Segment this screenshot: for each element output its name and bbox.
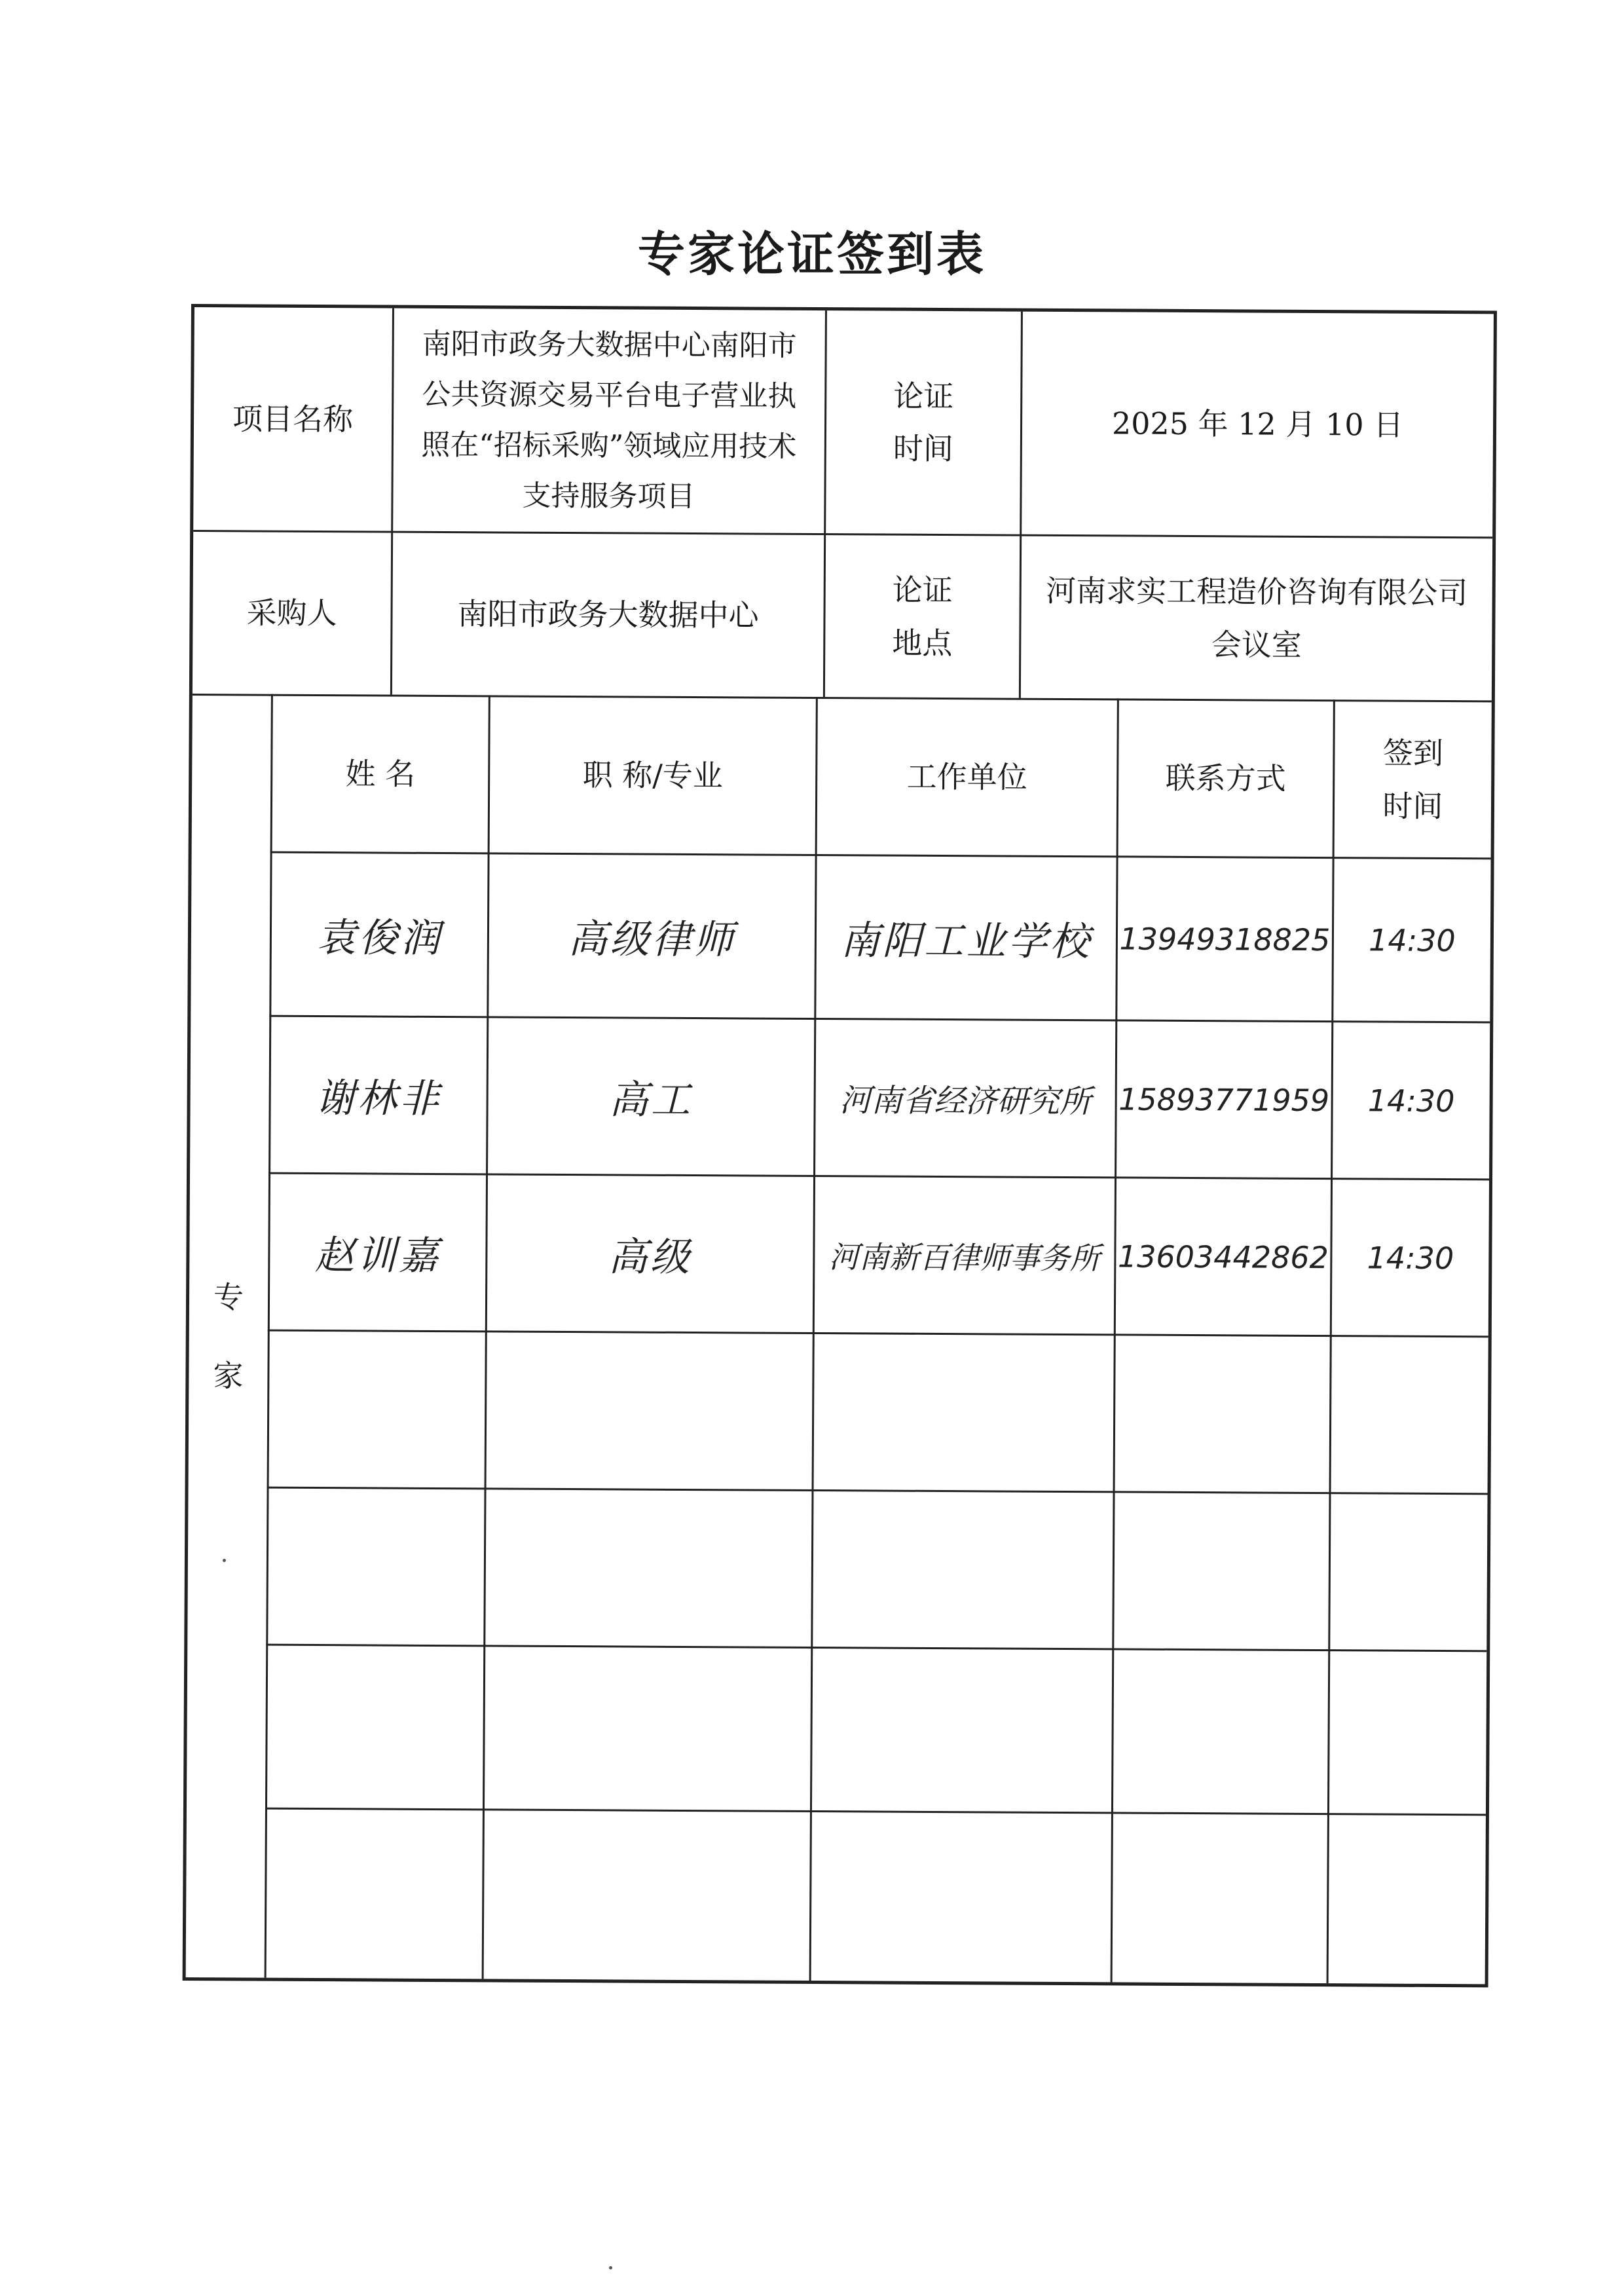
expert-sign-time: 14:30 [1367, 1239, 1454, 1276]
expert-title: 高工 [608, 1076, 693, 1123]
scan-speck [223, 1559, 226, 1562]
project-name-value: 南阳市政务大数据中心南阳市公共资源交易平台电子营业执照在“招标采购”领域应用技术支持服务项目 [421, 327, 797, 514]
expert-title: 高级律师 [568, 916, 736, 963]
expert-title: 高级 [608, 1233, 693, 1280]
expert-unit: 河南新百律师事务所 [828, 1239, 1101, 1276]
expert-sign-time: 14:30 [1369, 922, 1456, 958]
header-sign-time: 签到时间 [1382, 735, 1444, 824]
place-label: 论证地点 [892, 572, 953, 661]
header-title: 职 称/专业 [582, 757, 723, 794]
purchaser-value: 南阳市政务大数据中心 [457, 596, 759, 633]
expert-contact: 15893771959 [1118, 1081, 1330, 1118]
scan-speck [609, 2266, 612, 2269]
sign-in-table [183, 304, 1497, 1987]
expert-contact: 13949318825 [1119, 920, 1331, 958]
header-contact: 联系方式 [1165, 760, 1286, 797]
expert-unit: 河南省经济研究所 [839, 1082, 1092, 1121]
expert-contact: 13603442862 [1117, 1238, 1329, 1275]
expert-signature: 赵训嘉 [314, 1232, 441, 1279]
purchaser-label: 采购人 [246, 595, 337, 631]
header-name: 姓 名 [345, 756, 416, 793]
time-value: 2025 年 12 月 10 日 [1111, 405, 1404, 443]
expert-unit: 南阳工业学校 [840, 917, 1092, 965]
experts-side-label: 专家 [213, 1279, 244, 1393]
project-name-label: 项目名称 [232, 401, 354, 438]
document-title: 专家论证签到表 [637, 226, 986, 282]
expert-signature: 谢林非 [315, 1075, 442, 1122]
expert-signature: 袁俊润 [316, 914, 443, 961]
place-value: 河南求实工程造价咨询有限公司会议室 [1046, 572, 1468, 663]
header-unit: 工作单位 [906, 758, 1027, 795]
time-label: 论证时间 [893, 378, 954, 467]
expert-sign-time: 14:30 [1367, 1082, 1455, 1119]
